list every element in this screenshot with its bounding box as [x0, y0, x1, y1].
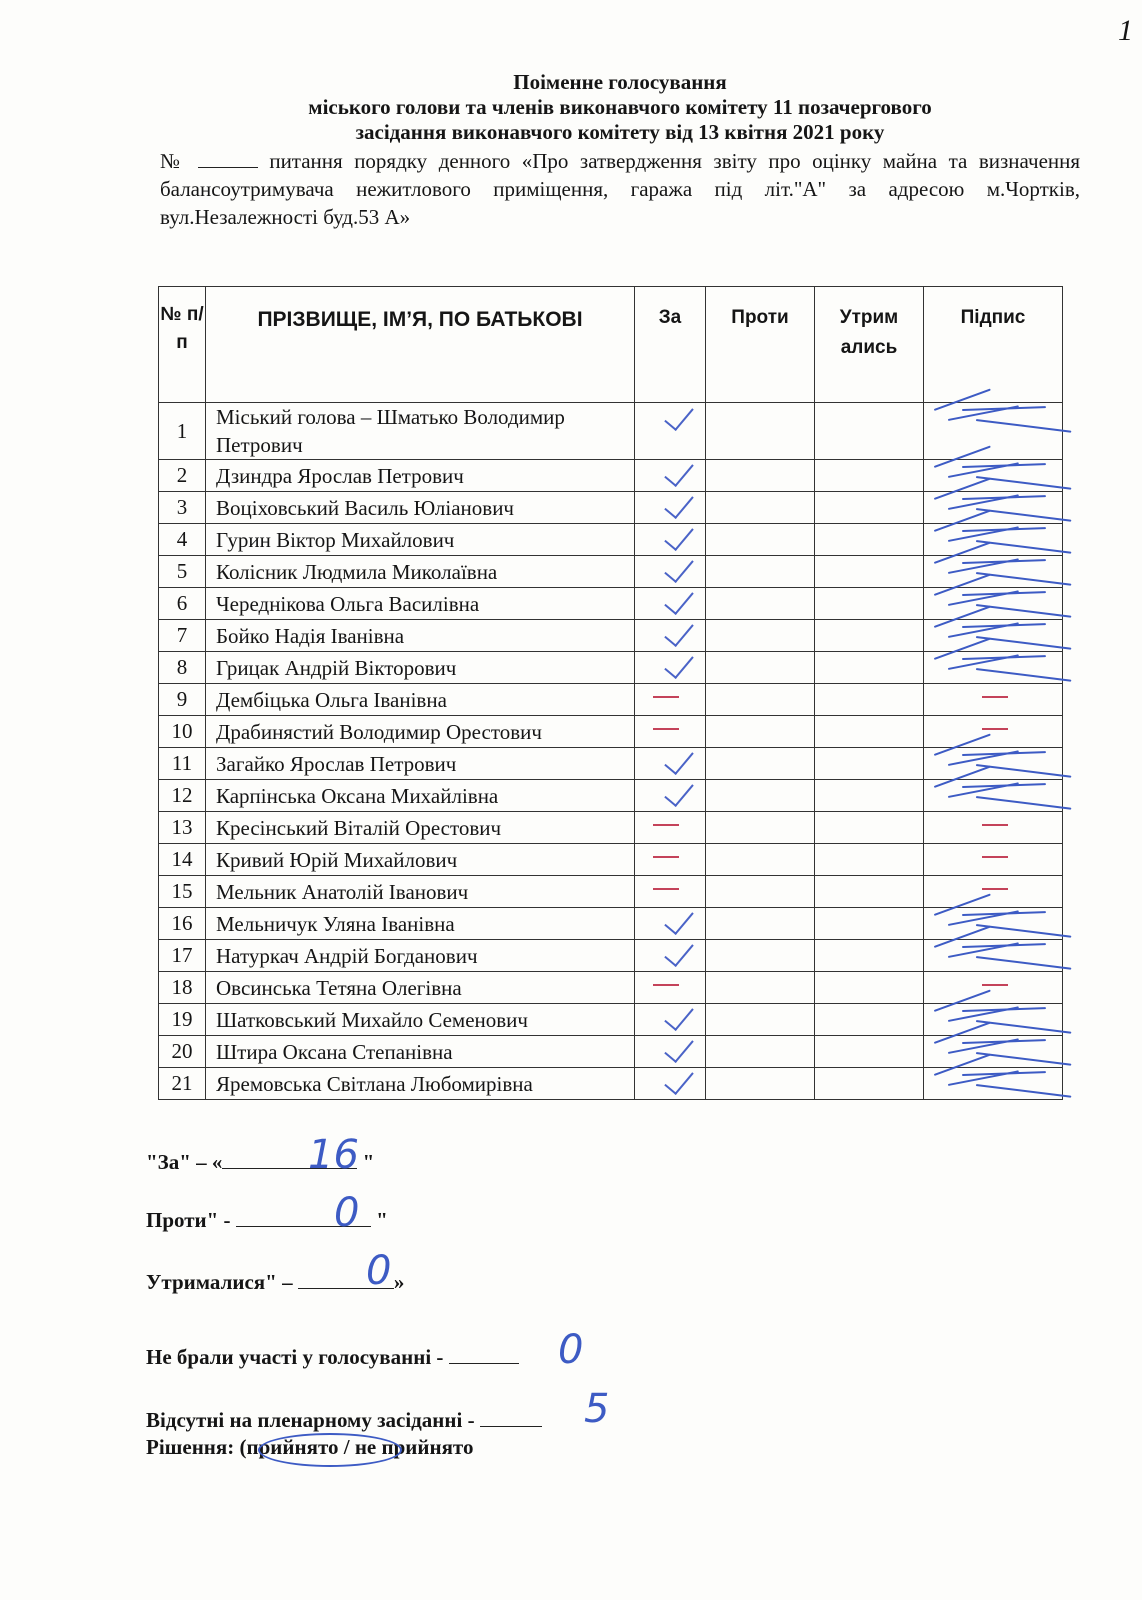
signature-stroke [976, 956, 1071, 969]
document-header [160, 70, 1080, 231]
vote-abstain-cell [815, 684, 924, 716]
vote-for-cell [635, 556, 706, 588]
table-row [159, 972, 1063, 1004]
member-name: Череднікова Ольга Василівна [206, 588, 635, 620]
col-header-abstain: Утрим ались [815, 287, 924, 403]
vote-for-cell [635, 780, 706, 812]
totals-abstain [146, 1248, 405, 1295]
totals-abstain-label: Утрималися" – [146, 1270, 293, 1294]
dash-mark [635, 844, 705, 875]
vote-against-cell [706, 1036, 815, 1068]
vote-abstain-cell [815, 588, 924, 620]
table-row [159, 460, 1063, 492]
totals-for-value: 16 [308, 1132, 359, 1178]
member-name: Дембіцька Ольга Іванівна [206, 684, 635, 716]
totals-not-voted-value: 0 [558, 1327, 584, 1373]
table-row [159, 780, 1063, 812]
vote-abstain-cell [815, 812, 924, 844]
signature-cell [924, 972, 1063, 1004]
title-line-1: Поіменне голосування [513, 70, 727, 94]
row-number: 18 [159, 972, 206, 1004]
signature-stroke [976, 668, 1071, 681]
row-number: 17 [159, 940, 206, 972]
vote-abstain-cell [815, 524, 924, 556]
vote-abstain-cell [815, 780, 924, 812]
table-row [159, 844, 1063, 876]
member-name: Колісник Людмила Миколаївна [206, 556, 635, 588]
table-row [159, 716, 1063, 748]
signature-stroke [962, 751, 1046, 755]
table-row [159, 556, 1063, 588]
row-number: 6 [159, 588, 206, 620]
dash-mark [964, 812, 1102, 843]
vote-abstain-cell [815, 1068, 924, 1100]
table-row [159, 652, 1063, 684]
page-number: 1 [1118, 14, 1133, 47]
col-header-against: Проти [706, 287, 815, 403]
member-name: Гурин Віктор Михайлович [206, 524, 635, 556]
member-name: Кривий Юрій Михайлович [206, 844, 635, 876]
totals-against [146, 1190, 388, 1236]
vote-abstain-cell [815, 403, 924, 460]
vote-abstain-cell [815, 652, 924, 684]
vote-abstain-cell [815, 1004, 924, 1036]
vote-abstain-cell [815, 940, 924, 972]
dash-mark [635, 876, 705, 907]
vote-abstain-cell [815, 972, 924, 1004]
vote-abstain-cell [815, 620, 924, 652]
totals-absent-blank [480, 1408, 542, 1427]
row-number: 19 [159, 1004, 206, 1036]
vote-for-cell [635, 908, 706, 940]
checkmark-icon [635, 652, 705, 683]
checkmark-icon [635, 940, 705, 971]
vote-abstain-cell [815, 716, 924, 748]
decision-label: Рішення: (прийнято / не прийнято [146, 1435, 474, 1459]
signature-cell [924, 1036, 1063, 1068]
signature-cell [924, 524, 1063, 556]
vote-against-cell [706, 972, 815, 1004]
totals-absent-label: Відсутні на пленарному засіданні - [146, 1408, 475, 1432]
signature-cell [924, 940, 1063, 972]
member-name: Мельничук Уляна Іванівна [206, 908, 635, 940]
col-header-name: ПРІЗВИЩЕ, ІМ’Я, ПО БАТЬКОВІ [206, 287, 635, 403]
signature-cell [924, 492, 1063, 524]
vote-for-cell [635, 1004, 706, 1036]
member-name: Овсинська Тетяна Олегівна [206, 972, 635, 1004]
row-number: 14 [159, 844, 206, 876]
signature-stroke [962, 943, 1046, 947]
member-name: Кресінський Віталій Орестович [206, 812, 635, 844]
vote-against-cell [706, 908, 815, 940]
row-number: 20 [159, 1036, 206, 1068]
signature-stroke [962, 527, 1046, 531]
vote-abstain-cell [815, 748, 924, 780]
dash-mark [635, 972, 705, 1003]
vote-against-cell [706, 556, 815, 588]
title-line-2: міського голови та членів виконавчого комітету 11 позачергового [308, 95, 932, 119]
agenda-question [160, 147, 1080, 231]
vote-for-cell [635, 588, 706, 620]
signature-cell [924, 876, 1063, 908]
table-row [159, 748, 1063, 780]
checkmark-icon [635, 1004, 705, 1035]
signature-cell [924, 1004, 1063, 1036]
checkmark-icon [635, 556, 705, 587]
vote-for-cell [635, 844, 706, 876]
signature-stroke [962, 559, 1046, 563]
vote-for-cell [635, 403, 706, 460]
vote-abstain-cell [815, 908, 924, 940]
totals-abstain-end: » [393, 1270, 405, 1294]
vote-against-cell [706, 1068, 815, 1100]
table-row [159, 1036, 1063, 1068]
vote-for-cell [635, 876, 706, 908]
table-row [159, 1068, 1063, 1100]
row-number: 10 [159, 716, 206, 748]
col-header-number: № п/п [159, 287, 206, 403]
col-header-signature: Підпис [924, 287, 1063, 403]
vote-for-cell [635, 460, 706, 492]
checkmark-icon [635, 620, 705, 651]
vote-against-cell [706, 1004, 815, 1036]
signature-stroke [962, 783, 1046, 787]
member-name: Дзиндра Ярослав Петрович [206, 460, 635, 492]
vote-against-cell [706, 652, 815, 684]
totals-against-end: " [376, 1208, 388, 1232]
checkmark-icon [635, 780, 705, 811]
signature-cell [924, 684, 1063, 716]
dash-mark [964, 844, 1102, 875]
table-header-row [159, 287, 1063, 403]
vote-against-cell [706, 460, 815, 492]
dash-mark [635, 684, 705, 715]
member-name: Драбинястий Володимир Орестович [206, 716, 635, 748]
checkmark-icon [635, 1068, 705, 1099]
checkmark-icon [635, 1036, 705, 1067]
vote-against-cell [706, 492, 815, 524]
vote-against-cell [706, 588, 815, 620]
vote-against-cell [706, 876, 815, 908]
checkmark-icon [635, 404, 705, 458]
vote-abstain-cell [815, 492, 924, 524]
signature-stroke [976, 796, 1071, 809]
signature-cell [924, 588, 1063, 620]
totals-for [146, 1132, 375, 1178]
vote-for-cell [635, 748, 706, 780]
signature-cell [924, 460, 1063, 492]
table-row [159, 524, 1063, 556]
signature-cell [924, 620, 1063, 652]
table-row [159, 492, 1063, 524]
member-name: Воціховський Василь Юліанович [206, 492, 635, 524]
member-name: Шатковський Михайло Семенович [206, 1004, 635, 1036]
totals-for-label: "За" – « [146, 1150, 223, 1174]
signature-cell [924, 844, 1063, 876]
signature-stroke [962, 655, 1046, 659]
member-name: Міський голова – Шматько Володимир Петрович [206, 403, 635, 460]
signature-cell [924, 1068, 1063, 1100]
decision-circle [258, 1433, 402, 1467]
totals-abstain-value: 0 [366, 1248, 392, 1294]
dash-mark [964, 876, 1102, 907]
decision-line [146, 1435, 473, 1460]
vote-against-cell [706, 684, 815, 716]
member-name: Карпінська Оксана Михайлівна [206, 780, 635, 812]
signature-stroke [962, 495, 1046, 499]
col-header-for: За [635, 287, 706, 403]
member-name: Мельник Анатолій Іванович [206, 876, 635, 908]
signature-stroke [976, 419, 1071, 432]
row-number: 12 [159, 780, 206, 812]
signature-cell [924, 556, 1063, 588]
row-number: 15 [159, 876, 206, 908]
table-row [159, 403, 1063, 460]
checkmark-icon [635, 908, 705, 939]
signature-stroke [962, 1039, 1046, 1043]
checkmark-icon [635, 748, 705, 779]
totals-not-voted [146, 1327, 584, 1373]
checkmark-icon [635, 588, 705, 619]
signature-cell [924, 652, 1063, 684]
row-number: 2 [159, 460, 206, 492]
row-number: 7 [159, 620, 206, 652]
vote-against-cell [706, 716, 815, 748]
signature-cell [924, 908, 1063, 940]
totals-not-voted-blank [449, 1345, 519, 1364]
vote-against-cell [706, 524, 815, 556]
totals-absent-value: 5 [584, 1386, 610, 1432]
row-number: 4 [159, 524, 206, 556]
table-row [159, 684, 1063, 716]
vote-abstain-cell [815, 1036, 924, 1068]
table-row [159, 620, 1063, 652]
signature-stroke [962, 406, 1046, 410]
table-row [159, 940, 1063, 972]
row-number: 8 [159, 652, 206, 684]
vote-for-cell [635, 684, 706, 716]
vote-for-cell [635, 812, 706, 844]
vote-table-body [159, 403, 1063, 1100]
table-row [159, 908, 1063, 940]
question-prefix: № [160, 149, 187, 173]
vote-for-cell [635, 1068, 706, 1100]
vote-for-cell [635, 492, 706, 524]
totals-absent [146, 1386, 610, 1433]
totals-not-voted-label: Не брали участі у голосуванні - [146, 1345, 444, 1369]
signature-stroke [962, 911, 1046, 915]
signature-stroke [962, 463, 1046, 467]
vote-for-cell [635, 716, 706, 748]
row-number: 21 [159, 1068, 206, 1100]
member-name: Штира Оксана Степанівна [206, 1036, 635, 1068]
signature-stroke [962, 591, 1046, 595]
dash-mark [964, 684, 1102, 715]
vote-abstain-cell [815, 844, 924, 876]
vote-for-cell [635, 940, 706, 972]
member-name: Грицак Андрій Вікторович [206, 652, 635, 684]
vote-for-cell [635, 524, 706, 556]
vote-for-cell [635, 972, 706, 1004]
signature-cell [924, 748, 1063, 780]
vote-against-cell [706, 780, 815, 812]
vote-table [158, 286, 1063, 1100]
member-name: Натуркач Андрій Богданович [206, 940, 635, 972]
row-number: 9 [159, 684, 206, 716]
vote-against-cell [706, 940, 815, 972]
table-row [159, 812, 1063, 844]
row-number: 16 [159, 908, 206, 940]
checkmark-icon [635, 492, 705, 523]
vote-against-cell [706, 844, 815, 876]
dash-mark [635, 716, 705, 747]
vote-abstain-cell [815, 556, 924, 588]
totals-against-label: Проти" - [146, 1208, 231, 1232]
title-line-3: засідання виконавчого комітету від 13 квітня 2021 року [355, 120, 885, 144]
totals-against-value: 0 [334, 1190, 360, 1236]
member-name: Яремовська Світлана Любомирівна [206, 1068, 635, 1100]
signature-stroke [962, 1071, 1046, 1075]
row-number: 11 [159, 748, 206, 780]
vote-for-cell [635, 1036, 706, 1068]
checkmark-icon [635, 460, 705, 491]
table-row [159, 876, 1063, 908]
dash-mark [964, 972, 1102, 1003]
vote-against-cell [706, 748, 815, 780]
question-text: питання порядку денного «Про затвердження звіту про оцінку майна та визначення балансоутримувача нежитлового приміщення, гаража під літ."А" за адресою м.Чортків, вул.Незалежності буд.53 А» [160, 149, 1081, 229]
dash-mark [635, 812, 705, 843]
row-number: 5 [159, 556, 206, 588]
vote-abstain-cell [815, 876, 924, 908]
row-number: 1 [159, 403, 206, 460]
signature-cell [924, 716, 1063, 748]
member-name: Загайко Ярослав Петрович [206, 748, 635, 780]
vote-against-cell [706, 812, 815, 844]
signature-cell [924, 780, 1063, 812]
vote-for-cell [635, 620, 706, 652]
signature-stroke [976, 1084, 1071, 1097]
row-number: 3 [159, 492, 206, 524]
question-number-blank [198, 149, 258, 168]
member-name: Бойко Надія Іванівна [206, 620, 635, 652]
vote-against-cell [706, 620, 815, 652]
checkmark-icon [635, 524, 705, 555]
table-row [159, 588, 1063, 620]
signature-cell [924, 812, 1063, 844]
vote-for-cell [635, 652, 706, 684]
totals-for-end: " [362, 1150, 375, 1174]
signature-stroke [962, 1007, 1046, 1011]
row-number: 13 [159, 812, 206, 844]
signature-stroke [962, 623, 1046, 627]
table-row [159, 1004, 1063, 1036]
dash-mark [964, 716, 1102, 747]
signature-cell [924, 403, 1063, 460]
vote-abstain-cell [815, 460, 924, 492]
vote-against-cell [706, 403, 815, 460]
